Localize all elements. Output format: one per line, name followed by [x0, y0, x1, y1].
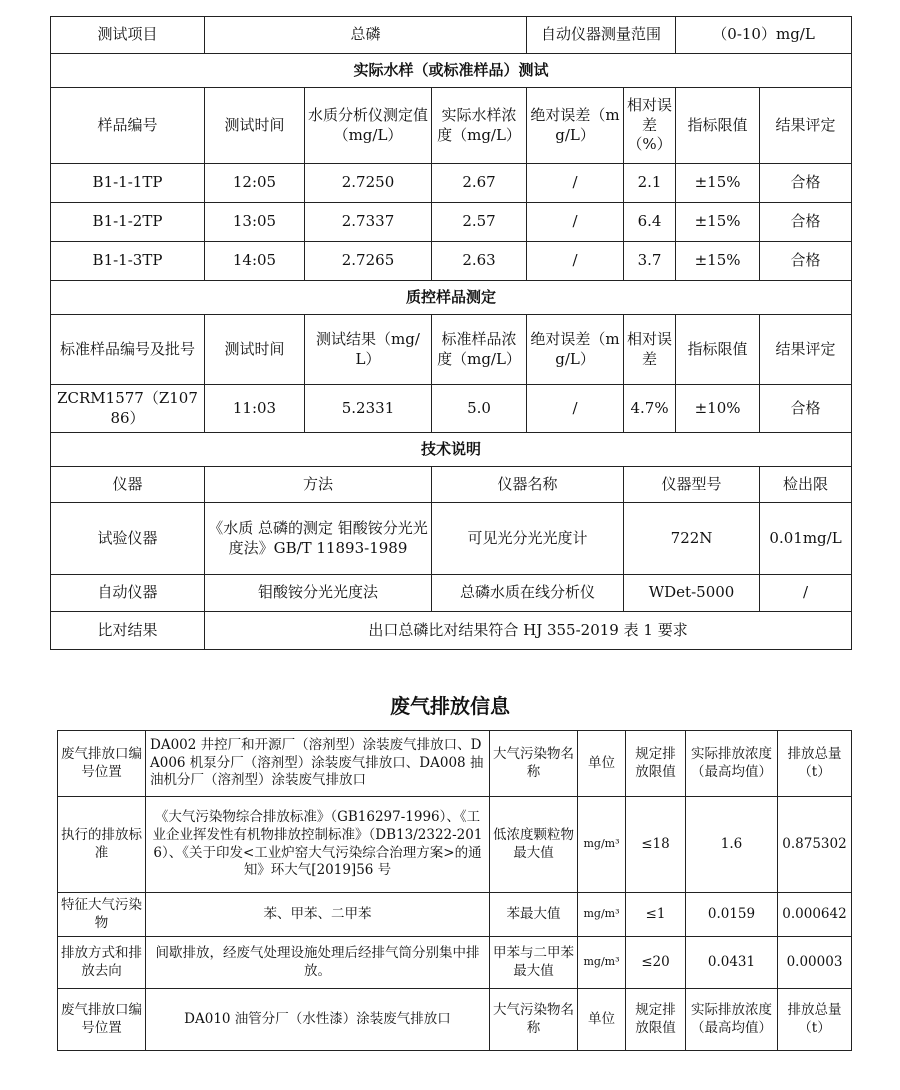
outlet-label: 废气排放口编号位置 [58, 731, 146, 797]
col-header: 仪器型号 [624, 467, 760, 503]
test-time: 14:05 [205, 242, 305, 281]
sample-id: B1-1-2TP [51, 203, 205, 242]
analyzer-value: 2.7265 [305, 242, 432, 281]
col-header: 排放总量（t） [778, 731, 852, 797]
col-header: 样品编号 [51, 88, 205, 164]
col-header: 绝对误差（mg/L） [527, 315, 624, 385]
col-header: 测试时间 [205, 88, 305, 164]
col-header: 规定排放限值 [626, 989, 686, 1051]
table-row [58, 989, 852, 1051]
standard-conc: 5.0 [432, 385, 527, 433]
table-row [51, 385, 852, 433]
test-time: 11:03 [205, 385, 305, 433]
col-header: 结果评定 [760, 88, 852, 164]
test-time: 13:05 [205, 203, 305, 242]
result: 合格 [760, 164, 852, 203]
section-title-tech: 技术说明 [51, 433, 852, 467]
test-time: 12:05 [205, 164, 305, 203]
range-value: （0-10）mg/L [676, 17, 852, 54]
col-header: 测试时间 [205, 315, 305, 385]
col-header: 实际水样浓度（mg/L） [432, 88, 527, 164]
col-header: 单位 [578, 731, 626, 797]
sample-conc: 2.57 [432, 203, 527, 242]
unit: mg/m³ [578, 937, 626, 989]
limit: ±15% [676, 242, 760, 281]
sample-id: B1-1-1TP [51, 164, 205, 203]
rel-error: 3.7 [624, 242, 676, 281]
sample-conc: 2.67 [432, 164, 527, 203]
analyzer-value: 2.7250 [305, 164, 432, 203]
col-header: 标准样品浓度（mg/L） [432, 315, 527, 385]
col-header: 仪器 [51, 467, 205, 503]
col-header: 仪器名称 [432, 467, 624, 503]
analyzer-value: 2.7337 [305, 203, 432, 242]
air-emission-table [57, 730, 852, 1051]
instrument-model: 722N [624, 503, 760, 575]
outlet-value: DA010 油管分厂（水性漆）涂装废气排放口 [146, 989, 490, 1051]
feature-value: 苯、甲苯、二甲苯 [146, 893, 490, 937]
table-row [58, 893, 852, 937]
total-emission: 0.00003 [778, 937, 852, 989]
section-title-sample: 实际水样（或标准样品）测试 [51, 54, 852, 88]
compare-label: 比对结果 [51, 612, 205, 650]
total-emission: 0.875302 [778, 797, 852, 893]
qc-header-row [51, 315, 852, 385]
standard-label: 执行的排放标准 [58, 797, 146, 893]
table-row [58, 937, 852, 989]
method: 钼酸铵分光光度法 [205, 575, 432, 612]
test-item-value: 总磷 [205, 17, 527, 54]
instrument-model: WDet-5000 [624, 575, 760, 612]
unit: mg/m³ [578, 893, 626, 937]
col-header: 水质分析仪测定值（mg/L） [305, 88, 432, 164]
sample-conc: 2.63 [432, 242, 527, 281]
test-item-label: 测试项目 [51, 17, 205, 54]
rel-error: 6.4 [624, 203, 676, 242]
method-label: 排放方式和排放去向 [58, 937, 146, 989]
unit: mg/m³ [578, 797, 626, 893]
abs-error: / [527, 242, 624, 281]
section-title-qc: 质控样品测定 [51, 281, 852, 315]
limit: ±10% [676, 385, 760, 433]
qc-sample-id: ZCRM1577（Z10786） [51, 385, 205, 433]
col-header: 排放总量（t） [778, 989, 852, 1051]
table-row [51, 575, 852, 612]
range-label: 自动仪器测量范围 [527, 17, 676, 54]
table-row [51, 203, 852, 242]
compare-row [51, 612, 852, 650]
col-header: 相对误差 [624, 315, 676, 385]
total-emission: 0.000642 [778, 893, 852, 937]
col-header: 单位 [578, 989, 626, 1051]
actual-conc: 1.6 [686, 797, 778, 893]
instrument: 试验仪器 [51, 503, 205, 575]
water-comparison-table [50, 16, 852, 650]
table-row [58, 797, 852, 893]
method-value: 间歇排放，经废气处理设施处理后经排气筒分别集中排放。 [146, 937, 490, 989]
col-header: 大气污染物名称 [490, 731, 578, 797]
emission-limit: ≤20 [626, 937, 686, 989]
header-row [51, 17, 852, 54]
instrument-name: 总磷水质在线分析仪 [432, 575, 624, 612]
pollutant-name: 苯最大值 [490, 893, 578, 937]
air-section-title: 废气排放信息 [390, 694, 510, 718]
instrument: 自动仪器 [51, 575, 205, 612]
outlet-label: 废气排放口编号位置 [58, 989, 146, 1051]
sample-id: B1-1-3TP [51, 242, 205, 281]
instrument-name: 可见光分光光度计 [432, 503, 624, 575]
section-row [51, 281, 852, 315]
compare-value: 出口总磷比对结果符合 HJ 355-2019 表 1 要求 [205, 612, 852, 650]
col-header: 测试结果（mg/L） [305, 315, 432, 385]
result: 合格 [760, 203, 852, 242]
col-header: 检出限 [760, 467, 852, 503]
col-header: 方法 [205, 467, 432, 503]
col-header: 相对误差（%） [624, 88, 676, 164]
table-row [51, 503, 852, 575]
actual-conc: 0.0159 [686, 893, 778, 937]
col-header: 规定排放限值 [626, 731, 686, 797]
outlet-value: DA002 井控厂和开源厂（溶剂型）涂装废气排放口、DA006 机泵分厂（溶剂型）涂装废气排放口、DA008 抽油机分厂（溶剂型）涂装废气排放口 [146, 731, 490, 797]
sample-header-row [51, 88, 852, 164]
method: 《水质 总磷的测定 钼酸铵分光光度法》GB/T 11893-1989 [205, 503, 432, 575]
table-row [58, 731, 852, 797]
emission-limit: ≤1 [626, 893, 686, 937]
rel-error: 4.7% [624, 385, 676, 433]
result: 合格 [760, 385, 852, 433]
col-header: 绝对误差（mg/L） [527, 88, 624, 164]
rel-error: 2.1 [624, 164, 676, 203]
result: 合格 [760, 242, 852, 281]
pollutant-name: 低浓度颗粒物最大值 [490, 797, 578, 893]
section-row [51, 433, 852, 467]
section-row [51, 54, 852, 88]
col-header: 结果评定 [760, 315, 852, 385]
test-result: 5.2331 [305, 385, 432, 433]
table-row [51, 164, 852, 203]
abs-error: / [527, 203, 624, 242]
limit: ±15% [676, 164, 760, 203]
detection-limit: / [760, 575, 852, 612]
abs-error: / [527, 164, 624, 203]
col-header: 指标限值 [676, 315, 760, 385]
abs-error: / [527, 385, 624, 433]
col-header: 指标限值 [676, 88, 760, 164]
emission-limit: ≤18 [626, 797, 686, 893]
standard-value: 《大气污染物综合排放标准》（GB16297-1996）、《工业企业挥发性有机物排放控制标准》（DB13/2322-2016）、《关于印发<工业炉窑大气污染综合治理方案>的通知》环大气[2019]56 号 [146, 797, 490, 893]
col-header: 标准样品编号及批号 [51, 315, 205, 385]
detection-limit: 0.01mg/L [760, 503, 852, 575]
tech-header-row [51, 467, 852, 503]
col-header: 实际排放浓度（最高均值） [686, 731, 778, 797]
table-row [51, 242, 852, 281]
feature-label: 特征大气污染物 [58, 893, 146, 937]
limit: ±15% [676, 203, 760, 242]
col-header: 实际排放浓度（最高均值） [686, 989, 778, 1051]
actual-conc: 0.0431 [686, 937, 778, 989]
col-header: 大气污染物名称 [490, 989, 578, 1051]
pollutant-name: 甲苯与二甲苯最大值 [490, 937, 578, 989]
